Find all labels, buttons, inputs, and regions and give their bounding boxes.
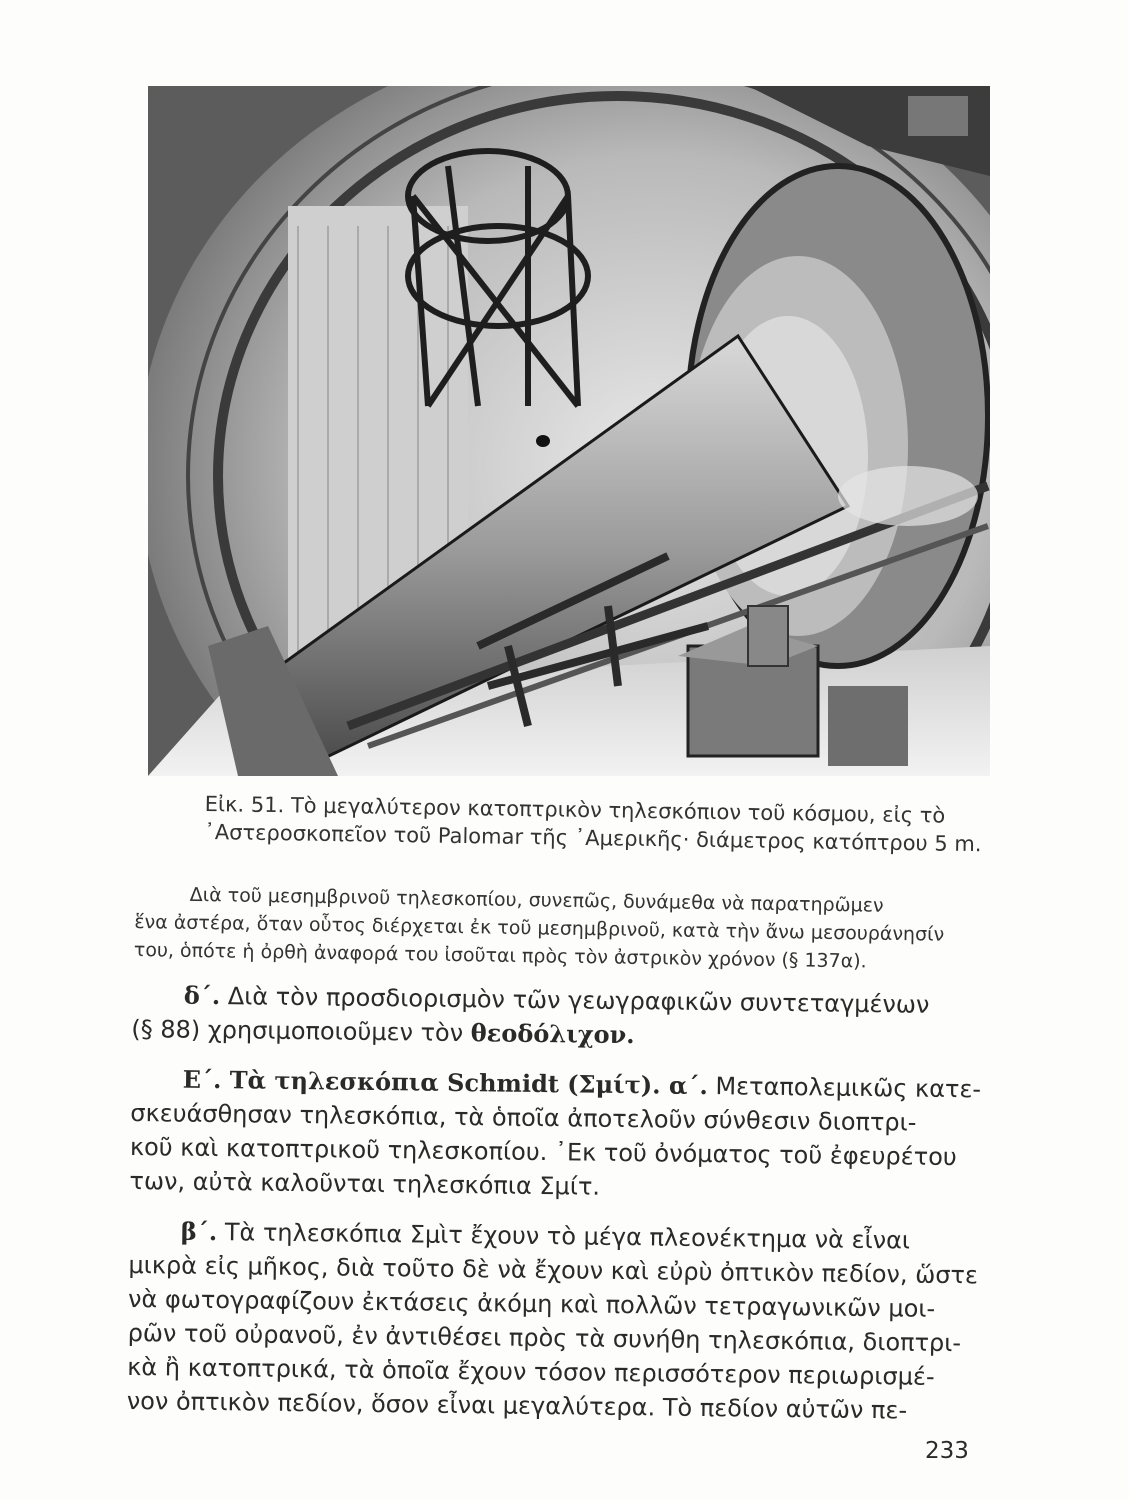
caption-line-1: Εἰκ. 51. Τὸ μεγαλύτερον κατοπτρικὸν τηλεσκόπιον τοῦ κόσμου, εἰς τὸ	[204, 791, 946, 828]
epsilon-text: Μεταπολεμικῶς κατε-	[707, 1072, 982, 1104]
telescope-photograph	[148, 86, 990, 776]
paragraph-line: νον ὀπτικὸν πεδίον, ὅσον εἶναι μεγαλύτερα. Τὸ πεδίον αὐτῶν πε-	[126, 1386, 908, 1425]
paragraph-line: σκευάσθησαν τηλεσκόπια, τὰ ὁποῖα ἀποτελοῦν σύνθεσιν διοπτρι-	[130, 1098, 917, 1137]
beta-label: β΄.	[180, 1216, 218, 1247]
delta-label: δ΄.	[183, 980, 221, 1011]
delta-text: Διὰ τὸν προσδιορισμὸν τῶν γεωγραφικῶν συντεταγμένων	[219, 982, 930, 1019]
theodolite-term: θεοδόλιχον.	[470, 1018, 635, 1050]
paragraph-line: κοῦ καὶ κατοπτρικοῦ τηλεσκοπίου. ᾿Εκ τοῦ ὀνόματος τοῦ ἐφευρέτου	[129, 1132, 957, 1172]
main-text	[126, 978, 982, 1428]
delta-text-2: (§ 88) χρησιμοποιοῦμεν τὸν	[131, 1014, 471, 1048]
alpha-label: α΄.	[660, 1070, 708, 1101]
paragraph-line: Διὰ τοῦ μεσημβρινοῦ τηλεσκοπίου, συνεπῶς, δυνάμεθα νὰ παρατηρῶμεν	[189, 883, 884, 917]
paragraph-line: των, αὐτὰ καλοῦνται τηλεσκόπια Σμίτ.	[129, 1166, 601, 1201]
paragraph-line: ἕνα ἀστέρα, ὅταν οὗτος διέρχεται ἐκ τοῦ μεσημβρινοῦ, κατὰ τὴν ἄνω μεσουράνησίν	[134, 910, 945, 946]
paragraph-line: μικρὰ εἰς μῆκος, διὰ τοῦτο δὲ νὰ ἔχουν καὶ εὐρὺ ὀπτικὸν πεδίον, ὥστε	[128, 1250, 979, 1290]
telescope-image	[148, 86, 990, 776]
section-heading-schmidt: Ε΄. Τὰ τηλεσκόπια Schmidt (Σμίτ).	[182, 1064, 661, 1100]
caption-line-2: ᾿Αστεροσκοπεῖον τοῦ Palomar τῆς ᾿Αμερικῆς· διάμετρος κατόπτρου 5 m.	[204, 819, 982, 857]
page-number: 233	[925, 1438, 969, 1464]
meridian-paragraph	[134, 880, 965, 977]
beta-text: Τὰ τηλεσκόπια Σμὶτ ἔχουν τὸ μέγα πλεονέκτημα νὰ εἶναι	[217, 1218, 911, 1255]
figure-caption	[204, 790, 995, 858]
paragraph-line: του, ὁπότε ἡ ὀρθὴ ἀναφορά του ἰσοῦται πρὸς τὸν ἀστρικὸν χρόνον (§ 137α).	[133, 938, 867, 973]
paragraph-line: ρῶν τοῦ οὐρανοῦ, ἐν ἀντιθέσει πρὸς τὰ συνήθη τηλεσκόπια, διοπτρι-	[127, 1318, 962, 1358]
paragraph-line: κὰ ἢ κατοπτρικά, τὰ ὁποῖα ἔχουν τόσον περισσότερον περιωρισμέ-	[127, 1352, 935, 1391]
paragraph-line: νὰ φωτογραφίζουν ἐκτάσεις ἀκόμη καὶ πολλῶν τετραγωνικῶν μοι-	[127, 1284, 936, 1323]
